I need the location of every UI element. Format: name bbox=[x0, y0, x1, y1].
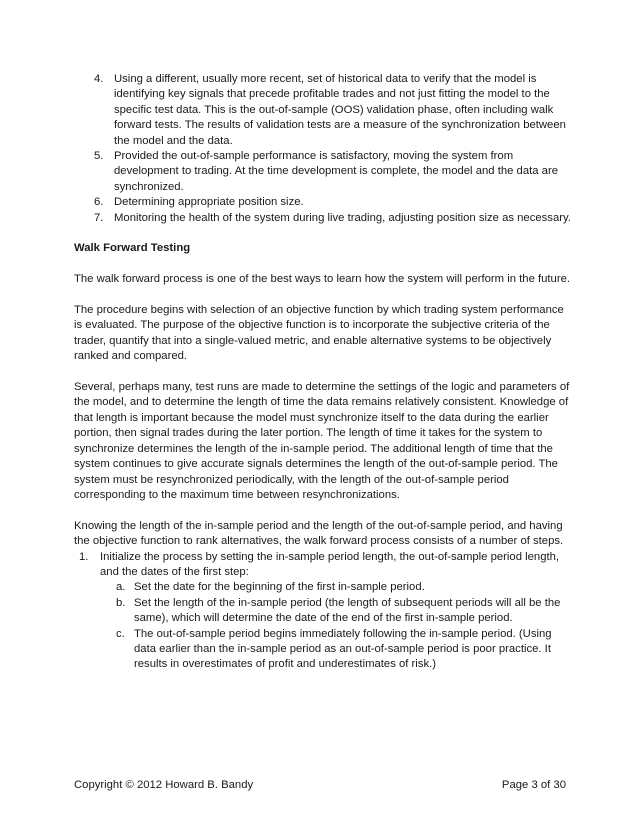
steps-list bbox=[74, 550, 574, 581]
page-body bbox=[74, 72, 574, 673]
list-item-text: Monitoring the health of the system during live trading, adjusting position size as necessary. bbox=[114, 211, 571, 224]
list-item-text: Determining appropriate position size. bbox=[114, 196, 304, 209]
section-heading: Walk Forward Testing bbox=[74, 242, 191, 255]
sub-steps-list bbox=[74, 580, 574, 672]
sub-list-item bbox=[74, 596, 574, 627]
list-item bbox=[74, 211, 574, 226]
list-item bbox=[74, 72, 574, 149]
paragraph: The procedure begins with selection of an objective function by which trading system performance is evaluated. The purpose of the objective function is to incorporate the subjective criteria of the trader, quantify that into a single-valued metric, and enable alternative systems to be objectively ranked and compared. bbox=[74, 304, 564, 363]
paragraph: Knowing the length of the in-sample period and the length of the out-of-sample period, and having the objective function to rank alternatives, the walk forward process consists of a number of steps. bbox=[74, 519, 564, 548]
numbered-list bbox=[74, 72, 574, 226]
list-marker: 6. bbox=[94, 196, 104, 209]
sub-list-item bbox=[74, 627, 574, 673]
sub-list-item-text: Set the date for the beginning of the first in-sample period. bbox=[134, 581, 425, 594]
paragraph: Several, perhaps many, test runs are made to determine the settings of the logic and parameters of the model, and to determine the length of time the data remains relatively consistent. Knowledge of that length is important because the model must synchronize itself to the data during the earlier portion, then signal trades during the later portion. The length of time it takes for the system to synchronize determines the length of the in-sample period. The additional length of time that the system continues to give accurate signals determines the length of the out-of-sample period. The system must be resynchronized periodically, with the length of the out-of-sample period corresponding to the maximum time between resynchronizations. bbox=[74, 381, 570, 501]
copyright-text: Copyright © 2012 Howard B. Bandy bbox=[74, 779, 254, 791]
list-item bbox=[74, 149, 574, 195]
sub-list-item bbox=[74, 580, 574, 595]
list-marker: 7. bbox=[94, 211, 104, 224]
sub-list-marker: c. bbox=[116, 627, 125, 640]
sub-list-marker: a. bbox=[116, 581, 126, 594]
page-number: Page 3 of 30 bbox=[501, 779, 566, 791]
list-item-text: Using a different, usually more recent, set of historical data to verify that the model is identifying key signals that precede profitable trades and not just fitting the model to the specific test data. This is the out-of-sample (OOS) validation phase, often including walk forward tests. The results of validation tests are a measure of the synchronization between the model and the data. bbox=[114, 73, 566, 147]
list-item-text: Initialize the process by setting the in-sample period length, the out-of-sample period length, and the dates of the first step: bbox=[100, 550, 560, 578]
list-marker: 1. bbox=[79, 550, 89, 563]
list-marker: 5. bbox=[94, 150, 104, 163]
sub-list-item-text: Set the length of the in-sample period (the length of subsequent periods will all be the same), which will determine the date of the end of the first in-sample period. bbox=[134, 596, 561, 625]
sub-list-marker: b. bbox=[116, 596, 126, 609]
list-item bbox=[74, 550, 574, 581]
paragraph: The walk forward process is one of the best ways to learn how the system will perform in the future. bbox=[74, 273, 571, 286]
list-marker: 4. bbox=[94, 73, 104, 85]
list-item-text: Provided the out-of-sample performance is satisfactory, moving the system from development to trading. At the time development is complete, the model and the data are synchronized. bbox=[114, 150, 558, 193]
list-item bbox=[74, 195, 574, 210]
sub-list-item-text: The out-of-sample period begins immediately following the in-sample period. (Using data earlier than the in-sample period as an out-of-sample period is poor practice. It results in overestimates of profit and underestimates of risk.) bbox=[134, 627, 552, 671]
